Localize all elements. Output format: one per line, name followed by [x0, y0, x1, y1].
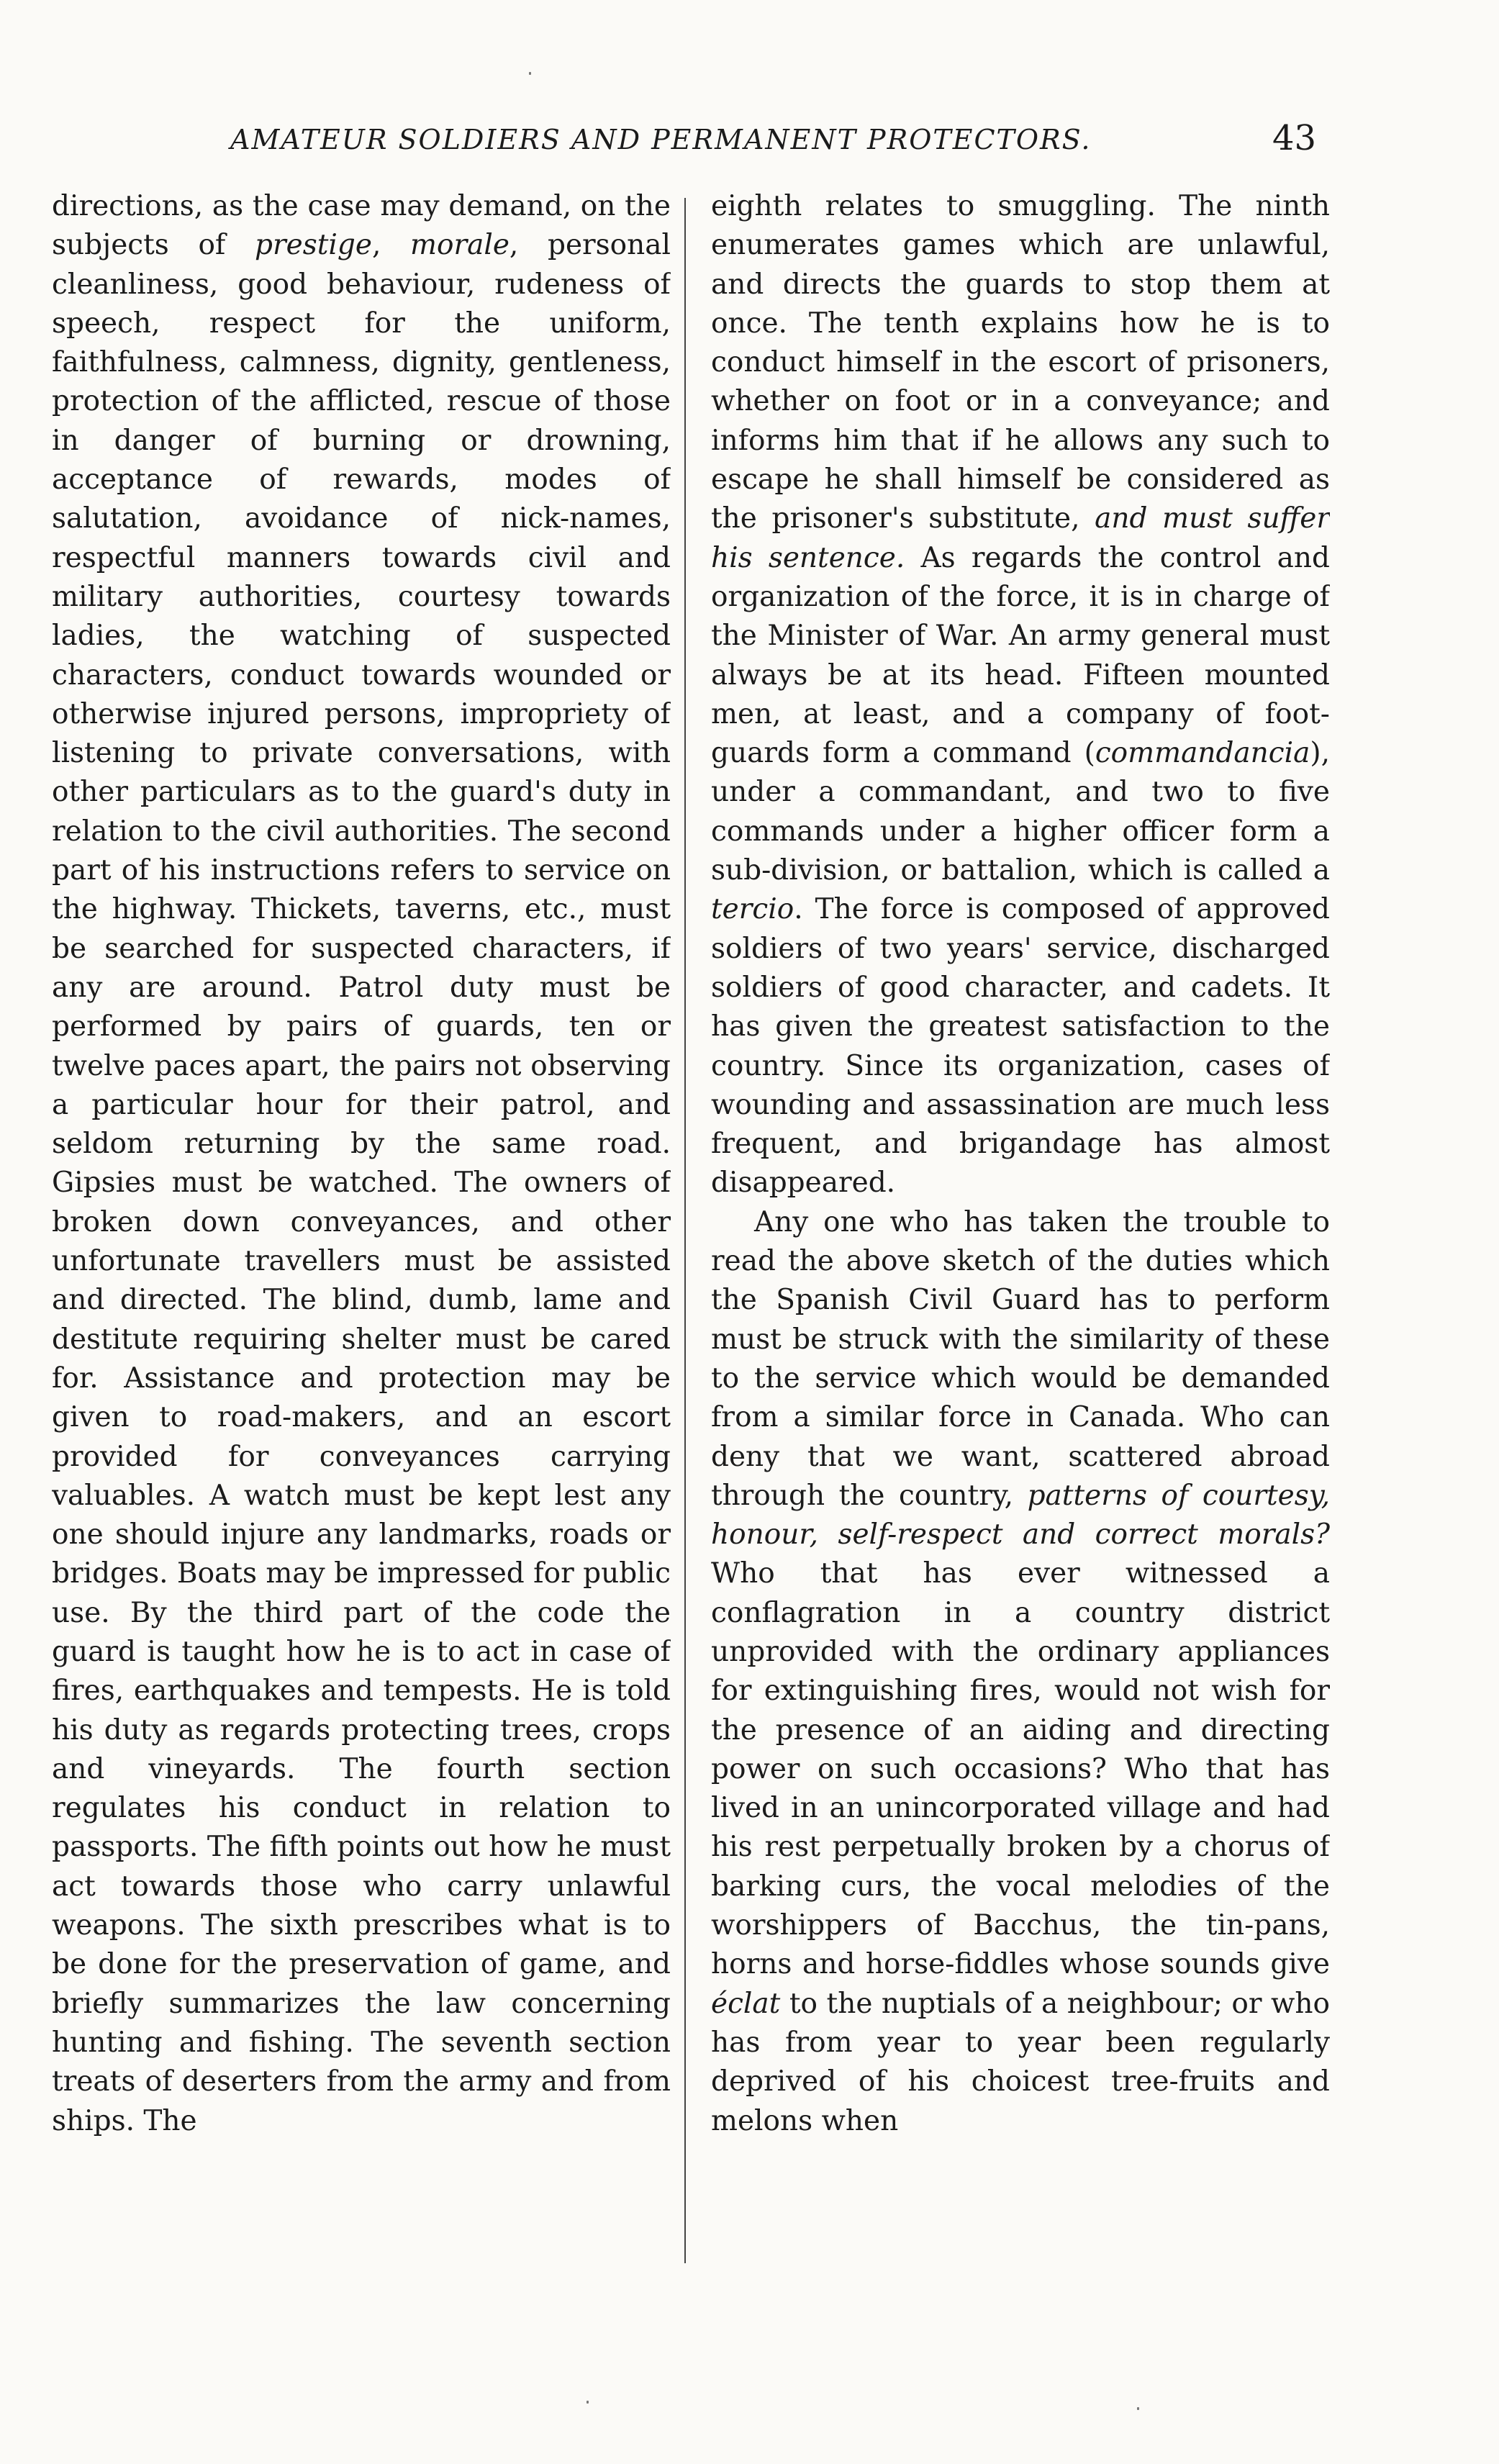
right-paragraph-2 [711, 1203, 1330, 2141]
text-run: ), under a commandant, and two to five commands under a higher officer form a sub-division, or battalion, which is called a [711, 737, 1330, 887]
text-run: , personal cleanliness, good behaviour, rudeness of speech, respect for the uniform, faithfulness, calmness, dignity, gentleness, protection of the afflicted, rescue of those in danger of burning or drowning, acceptance of rewards, modes of salutation, avoidance of nick-names, respectful manners towards civil and military authorities, courtesy towards ladies, the watching of suspected characters, conduct towards wounded or otherwise injured persons, impropriety of listening to private conversations, with other particulars as to the guard's duty in relation to the civil authorities. The second part of his instructions refers to service on the highway. Thickets, taverns, etc., must be searched for suspected characters, if any are around. Patrol duty must be performed by pairs of guards, ten or twelve paces apart, the pairs not observing a particular hour for their patrol, and seldom returning by the same road. Gipsies must be watched. The owners of broken down conveyances, and other unfortunate travellers must be assisted and directed. The blind, dumb, lame and destitute requiring shelter must be cared for. Assistance and protection may be given to road-makers, and an escort provided for conveyances carrying valuables. A watch must be kept lest any one should injure any landmarks, roads or bridges. Boats may be impressed for public use. By the third part of the code the guard is taught how he is to act in case of fires, earthquakes and tempests. He is told his duty as regards protecting trees, crops and vineyards. The fourth section regulates his conduct in relation to passports. The fifth points out how he must act towards those who carry unlawful weapons. The sixth prescribes what is to be done for the preservation of game, and briefly summarizes the law concerning hunting and fishing. The seventh section treats of deserters from the army and from ships. The [52, 229, 671, 2137]
running-header [0, 115, 1499, 166]
italic-term-tercio: tercio [711, 893, 794, 926]
right-paragraph-1 [711, 187, 1330, 1203]
column-divider [684, 198, 686, 2263]
page-number: 43 [1272, 118, 1317, 158]
text-run: Who that has ever witnessed a conflagration in a country district unprovided with the ordinary appliances for extinguishing fires, would not wish for the presence of an aiding and directing power on such occasions? Who that has lived in an unincorporated village and had his rest perpetually broken by a chorus of barking curs, the vocal melodies of the worshippers of Bacchus, the tin-pans, horns and horse-fiddles whose sounds give [711, 1557, 1330, 1981]
text-run: directions, as the case may demand, on the subjects of [52, 190, 671, 262]
italic-sentence: and must suffer his sentence. [711, 502, 1330, 574]
text-run: eighth relates to smuggling. The ninth enumerates games which are unlawful, and directs the guards to stop them at once. The tenth explains how he is to conduct himself in the escort of prisoners, whether on foot or in a conveyance; and informs him that if he allows any such to escape he shall himself be considered as the prisoner's substitute, [711, 190, 1330, 535]
running-title: AMATEUR SOLDIERS AND PERMANENT PROTECTORS. [230, 124, 1092, 155]
italic-term-comandancia: commandancia [1095, 737, 1310, 770]
italic-term-morale: morale [410, 229, 510, 262]
text-run: . The force is composed of approved soldiers of two years' service, discharged soldiers of good character, and cadets. It has given the greatest satisfaction to the country. Since its organization, cases of wounding and assassination are much less frequent, and brigandage has almost disappeared. [711, 893, 1330, 1200]
text-run: Any one who has taken the trouble to read the above sketch of the duties which the Spanish Civil Guard has to perform must be struck with the similarity of these to the service which would be demanded from a similar force in Canada. Who can deny that we want, scattered abroad through the country, [711, 1205, 1330, 1512]
left-column [52, 187, 671, 2288]
text-run: , [371, 229, 410, 262]
paper-speck [529, 72, 531, 75]
right-column [711, 187, 1330, 2288]
left-paragraph [52, 187, 671, 2141]
text-run: As regards the control and organization of the force, it is in charge of the Minister of War. An army general must always be at its head. Fifteen mounted men, at least, and a company of foot-guards form a command ( [711, 541, 1330, 770]
italic-term-eclat: éclat [711, 1987, 781, 2020]
paper-speck [1137, 2407, 1139, 2410]
italic-phrase-patterns: patterns of courtesy, honour, self-respect and correct morals? [711, 1479, 1330, 1552]
paper-speck [587, 2401, 589, 2404]
italic-term-prestige: prestige [255, 229, 372, 262]
text-run: to the nuptials of a neighbour; or who has from year to year been regularly deprived of his choicest tree-fruits and melons when [711, 1987, 1330, 2137]
